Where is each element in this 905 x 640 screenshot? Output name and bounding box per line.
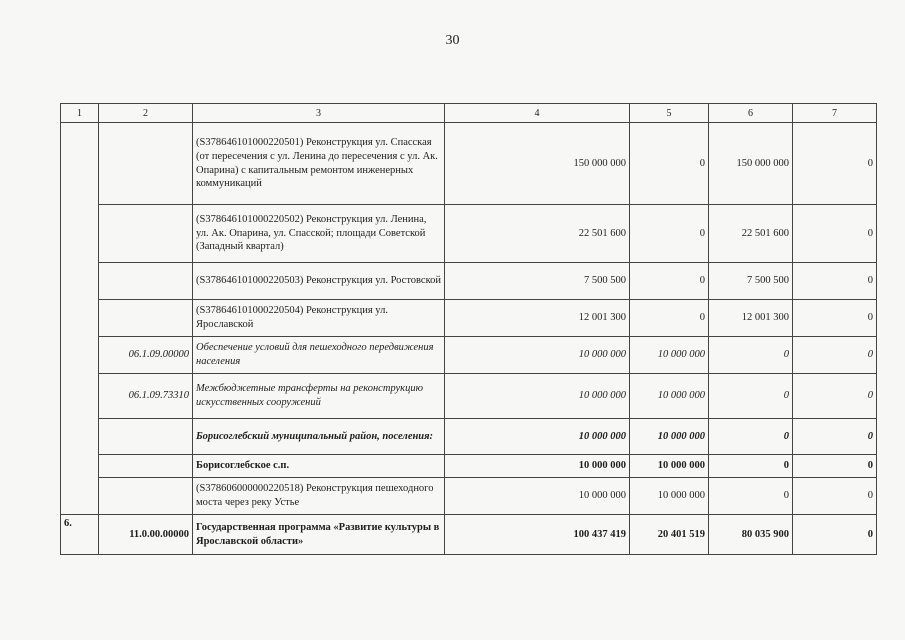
total-amount-cell: 12 001 300 xyxy=(445,300,630,337)
table-row xyxy=(61,205,877,263)
col6-amount-cell: 0 xyxy=(709,337,793,374)
row-number-cell xyxy=(61,123,99,515)
col5-amount-cell: 0 xyxy=(630,205,709,263)
description-cell: (S378606000000220518) Реконструкция пешеходного моста через реку Устье xyxy=(193,478,445,515)
description-cell: (S378646101000220503) Реконструкция ул. Ростовской xyxy=(193,263,445,300)
col7-amount-cell: 0 xyxy=(793,337,877,374)
code-cell xyxy=(99,205,193,263)
col7-amount-cell: 0 xyxy=(793,515,877,555)
col6-amount-cell: 0 xyxy=(709,455,793,478)
col5-amount-cell: 10 000 000 xyxy=(630,337,709,374)
col7-amount-cell: 0 xyxy=(793,263,877,300)
table-row xyxy=(61,478,877,515)
code-cell xyxy=(99,300,193,337)
description-cell: Обеспечение условий для пешеходного передвижения населения xyxy=(193,337,445,374)
header-cell-6: 6 xyxy=(709,104,793,123)
col7-amount-cell: 0 xyxy=(793,478,877,515)
col5-amount-cell: 20 401 519 xyxy=(630,515,709,555)
col5-amount-cell: 10 000 000 xyxy=(630,478,709,515)
description-cell: Борисоглебский муниципальный район, поселения: xyxy=(193,419,445,455)
total-amount-cell: 10 000 000 xyxy=(445,374,630,419)
description-cell: Борисоглебское с.п. xyxy=(193,455,445,478)
col6-amount-cell: 0 xyxy=(709,478,793,515)
col7-amount-cell: 0 xyxy=(793,123,877,205)
total-amount-cell: 10 000 000 xyxy=(445,419,630,455)
col6-amount-cell: 0 xyxy=(709,374,793,419)
table-row xyxy=(61,300,877,337)
col7-amount-cell: 0 xyxy=(793,455,877,478)
col7-amount-cell: 0 xyxy=(793,374,877,419)
table-header-row xyxy=(61,104,877,123)
col7-amount-cell: 0 xyxy=(793,419,877,455)
table-row xyxy=(61,263,877,300)
table-row xyxy=(61,515,877,555)
code-cell xyxy=(99,478,193,515)
col6-amount-cell: 12 001 300 xyxy=(709,300,793,337)
code-cell xyxy=(99,455,193,478)
table-row xyxy=(61,374,877,419)
col6-amount-cell: 22 501 600 xyxy=(709,205,793,263)
col6-amount-cell: 150 000 000 xyxy=(709,123,793,205)
col5-amount-cell: 10 000 000 xyxy=(630,455,709,478)
col7-amount-cell: 0 xyxy=(793,205,877,263)
header-cell-4: 4 xyxy=(445,104,630,123)
col6-amount-cell: 0 xyxy=(709,419,793,455)
code-cell: 06.1.09.73310 xyxy=(99,374,193,419)
table-row xyxy=(61,455,877,478)
total-amount-cell: 10 000 000 xyxy=(445,455,630,478)
description-cell: Государственная программа «Развитие культуры в Ярославской области» xyxy=(193,515,445,555)
col6-amount-cell: 80 035 900 xyxy=(709,515,793,555)
total-amount-cell: 10 000 000 xyxy=(445,337,630,374)
col6-amount-cell: 7 500 500 xyxy=(709,263,793,300)
total-amount-cell: 22 501 600 xyxy=(445,205,630,263)
header-cell-3: 3 xyxy=(193,104,445,123)
col5-amount-cell: 10 000 000 xyxy=(630,419,709,455)
col5-amount-cell: 0 xyxy=(630,123,709,205)
code-cell: 06.1.09.00000 xyxy=(99,337,193,374)
description-cell: (S378646101000220502) Реконструкция ул. Ленина, ул. Ак. Опарина, ул. Спасской; площади Советской (Западный квартал) xyxy=(193,205,445,263)
total-amount-cell: 150 000 000 xyxy=(445,123,630,205)
header-cell-7: 7 xyxy=(793,104,877,123)
col7-amount-cell: 0 xyxy=(793,300,877,337)
code-cell xyxy=(99,263,193,300)
header-cell-5: 5 xyxy=(630,104,709,123)
page-number: 30 xyxy=(445,33,460,48)
header-cell-2: 2 xyxy=(99,104,193,123)
code-cell: 11.0.00.00000 xyxy=(99,515,193,555)
code-cell xyxy=(99,419,193,455)
table-row xyxy=(61,123,877,205)
description-cell: (S378646101000220504) Реконструкция ул. Ярославской xyxy=(193,300,445,337)
col5-amount-cell: 10 000 000 xyxy=(630,374,709,419)
budget-table xyxy=(60,103,877,555)
total-amount-cell: 100 437 419 xyxy=(445,515,630,555)
description-cell: (S378646101000220501) Реконструкция ул. Спасская (от пересечения с ул. Ленина до пересечения с ул. Ак. Опарина) с капитальным ремонтом инженерных коммуникаций xyxy=(193,123,445,205)
col5-amount-cell: 0 xyxy=(630,300,709,337)
description-cell: Межбюджетные трансферты на реконструкцию искусственных сооружений xyxy=(193,374,445,419)
row-number-cell: 6. xyxy=(61,515,99,555)
col5-amount-cell: 0 xyxy=(630,263,709,300)
table-row xyxy=(61,419,877,455)
header-cell-1: 1 xyxy=(61,104,99,123)
total-amount-cell: 10 000 000 xyxy=(445,478,630,515)
code-cell xyxy=(99,123,193,205)
total-amount-cell: 7 500 500 xyxy=(445,263,630,300)
table-row xyxy=(61,337,877,374)
